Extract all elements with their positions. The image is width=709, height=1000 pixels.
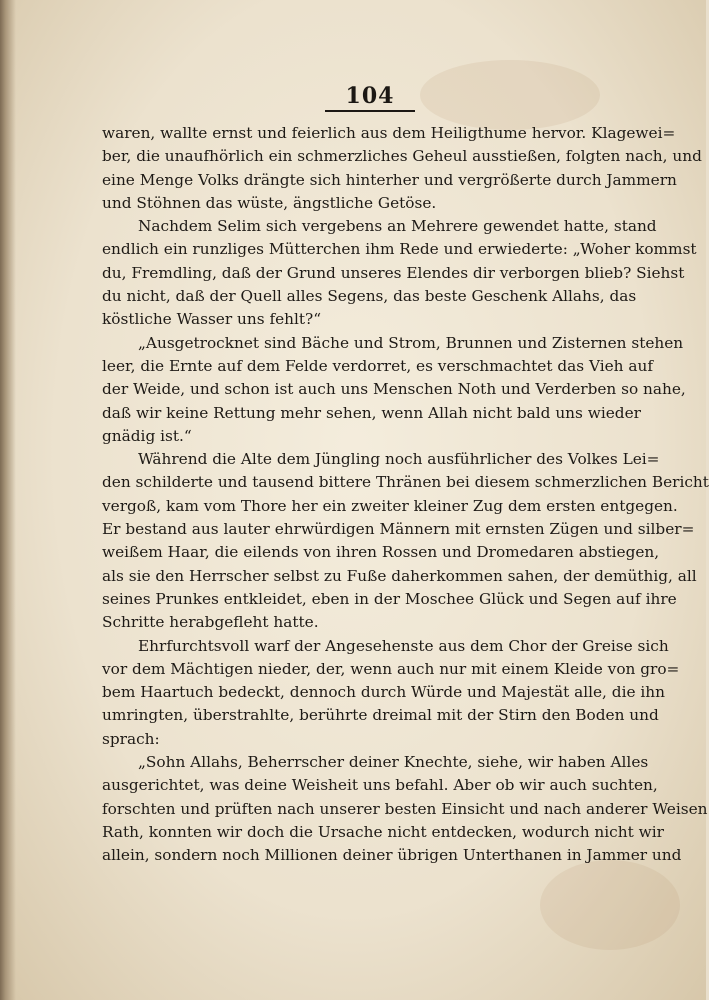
text-line: Rath, konnten wir doch die Ursache nicht entdecken, wodurch nicht wir: [102, 822, 664, 841]
body-text: [102, 122, 709, 868]
text-line: Schritte herabgefleht hatte.: [102, 613, 319, 632]
text-line: seines Prunkes entkleidet, eben in der Moschee Glück und Segen auf ihre: [102, 589, 677, 608]
page-edge-shadow: [0, 0, 16, 1000]
text-line: weißem Haar, die eilends von ihren Rossen und Dromedaren abstiegen,: [102, 543, 660, 562]
text-line: bem Haartuch bedeckt, dennoch durch Würde und Majestät alle, die ihn: [102, 683, 665, 702]
text-line: als sie den Herrscher selbst zu Fuße daherkommen sahen, der demüthig, all: [102, 566, 697, 585]
text-line: Ehrfurchtsvoll warf der Angesehenste aus dem Chor der Greise sich: [138, 636, 669, 655]
text-line: forschten und prüften nach unserer besten Einsicht und nach anderer Weisen: [102, 799, 708, 818]
text-line: Er bestand aus lauter ehrwürdigen Männern mit ernsten Zügen und silber=: [102, 520, 695, 539]
text-line: du nicht, daß der Quell alles Segens, das beste Geschenk Allahs, das: [102, 287, 637, 306]
text-line: daß wir keine Rettung mehr sehen, wenn Allah nicht bald uns wieder: [102, 403, 641, 422]
text-line: allein, sondern noch Millionen deiner übrigen Unterthanen in Jammer und: [102, 846, 682, 865]
page-header: [325, 84, 415, 112]
text-line: ber, die unaufhörlich ein schmerzliches Geheul ausstießen, folgten nach, und: [102, 147, 702, 166]
text-line: sprach:: [102, 729, 160, 748]
text-line: waren, wallte ernst und feierlich aus dem Heiligthume hervor. Klagewei=: [102, 124, 676, 142]
text-line: ausgerichtet, was deine Weisheit uns befahl. Aber ob wir auch suchten,: [102, 776, 658, 795]
text-line: und Stöhnen das wüste, ängstliche Getöse.: [102, 193, 437, 212]
text-line: „Sohn Allahs, Beherrscher deiner Knechte, siehe, wir haben Alles: [138, 753, 649, 772]
text-line: umringten, überstrahlte, berührte dreimal mit der Stirn den Boden und: [102, 706, 659, 725]
paper-stain: [420, 60, 600, 130]
text-line: den schilderte und tausend bittere Thränen bei diesem schmerzlichen Bericht: [102, 473, 709, 492]
text-line: vor dem Mächtigen nieder, der, wenn auch nur mit einem Kleide von gro=: [102, 659, 680, 678]
text-line: gnädig ist.“: [102, 426, 192, 445]
text-line: eine Menge Volks drängte sich hinterher und vergrößerte durch Jammern: [102, 170, 677, 189]
header-rule: [325, 110, 415, 112]
text-line: „Ausgetrocknet sind Bäche und Strom, Brunnen und Zisternen stehen: [138, 333, 684, 352]
text-line: leer, die Ernte auf dem Felde verdorret, es verschmachtet das Vieh auf: [102, 356, 654, 375]
text-line: vergoß, kam vom Thore her ein zweiter kleiner Zug dem ersten entgegen.: [102, 496, 678, 515]
text-line: Während die Alte dem Jüngling noch ausführlicher des Volkes Lei=: [138, 450, 660, 469]
page-number: 104: [345, 83, 395, 109]
text-line: köstliche Wasser uns fehlt?“: [102, 310, 322, 329]
text-line: Nachdem Selim sich vergebens an Mehrere gewendet hatte, stand: [138, 217, 657, 236]
text-line: endlich ein runzliges Mütterchen ihm Rede und erwiederte: „Woher kommst: [102, 240, 697, 259]
paper-stain: [540, 860, 680, 950]
text-line: du, Fremdling, daß der Grund unseres Elendes dir verborgen blieb? Siehst: [102, 263, 685, 282]
text-line: der Weide, und schon ist auch uns Menschen Noth und Verderben so nahe,: [102, 380, 686, 399]
